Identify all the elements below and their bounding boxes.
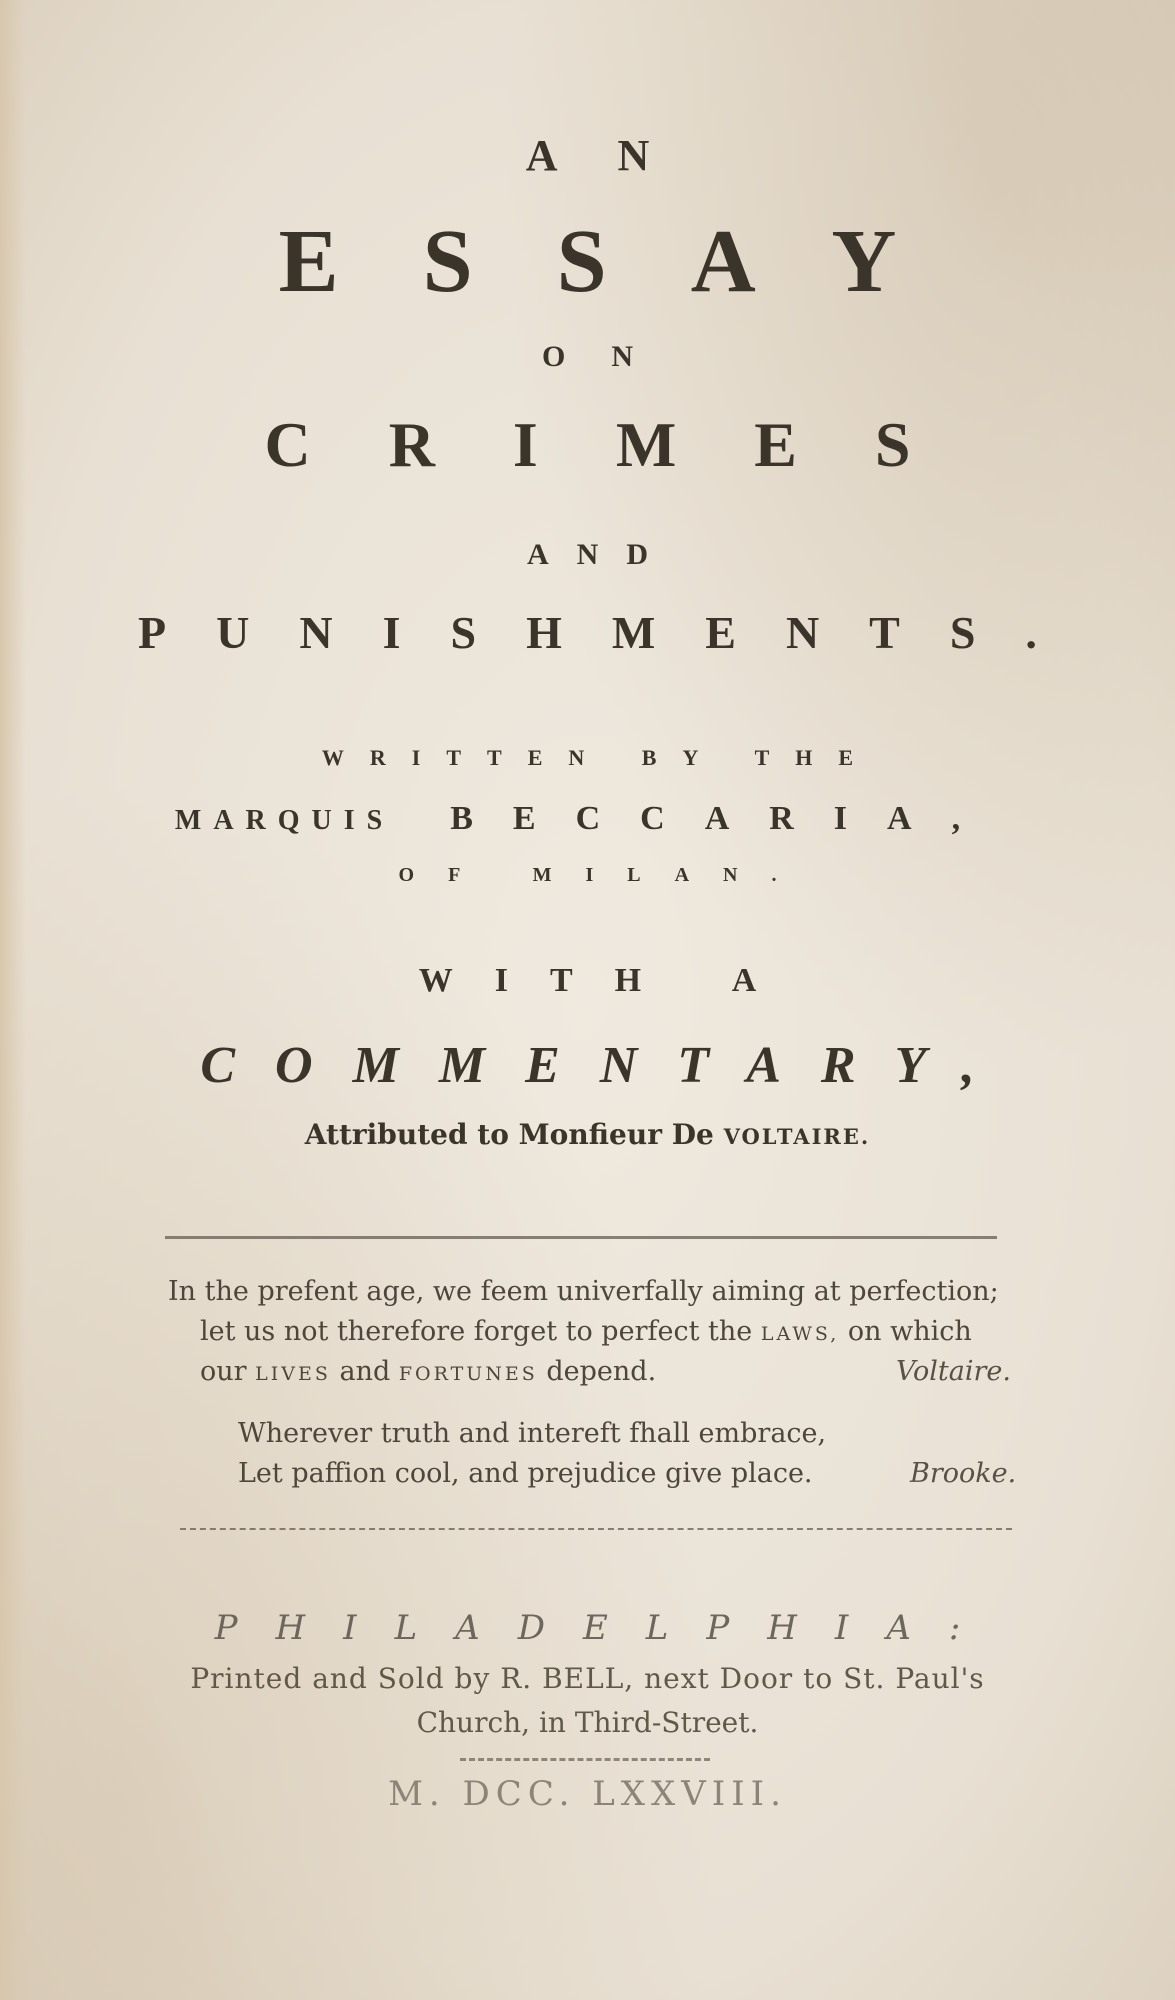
- title-crimes: CRIMES: [264, 409, 989, 480]
- title-and: AND: [527, 538, 676, 571]
- commentary-line: COMMENTARY,: [200, 1037, 1015, 1094]
- attributed-line: [0, 1118, 1175, 1151]
- imprint-date: M. DCC. LXXVIII.: [388, 1774, 787, 1814]
- author-line: [0, 800, 1175, 838]
- written-by-line: WRITTEN BY THE: [321, 745, 880, 770]
- epigraph-text: let us not therefore forget to perfect the: [200, 1316, 753, 1347]
- with-a-line: WITH A: [418, 962, 799, 999]
- epigraph-voltaire-line3: [200, 1356, 656, 1387]
- epigraph-brooke-line1: Wherever truth and intereft fhall embrace,: [238, 1418, 827, 1449]
- epigraph-brooke-line2: Let paffion cool, and prejudice give place.: [238, 1458, 813, 1489]
- epigraph-fortunes: FORTUNES: [398, 1363, 538, 1385]
- of-milan-line: OF MILAN.: [398, 864, 811, 886]
- rule-top: [165, 1236, 997, 1239]
- rule-imprint: [460, 1758, 710, 1761]
- author-name: BECCARIA,: [450, 800, 1001, 837]
- imprint-place: PHILADELPHIA:: [214, 1608, 999, 1648]
- imprint-printer-line2: Church, in Third-Street.: [416, 1706, 759, 1739]
- epigraph-voltaire-author: Voltaire.: [896, 1356, 1011, 1387]
- epigraph-text: our: [200, 1356, 247, 1387]
- attributed-name: VOLTAIRE.: [723, 1124, 871, 1149]
- title-essay: ESSAY: [278, 212, 981, 311]
- epigraph-text: and: [339, 1356, 391, 1387]
- epigraph-voltaire-line2: [200, 1316, 972, 1347]
- title-an: AN: [525, 131, 710, 180]
- epigraph-laws: LAWS,: [760, 1323, 840, 1345]
- epigraph-text: depend.: [546, 1356, 657, 1387]
- epigraph-lives: LIVES: [255, 1363, 331, 1385]
- imprint-printer-line1: Printed and Sold by R. BELL, next Door to St. Paul's: [190, 1662, 985, 1695]
- attributed-prefix: Attributed to Monfieur De: [304, 1118, 714, 1151]
- title-punishments: PUNISHMENTS.: [138, 607, 1087, 658]
- rule-bottom: [180, 1528, 1012, 1530]
- epigraph-voltaire-line1: In the prefent age, we feem univerfally aiming at perfection;: [168, 1276, 999, 1307]
- epigraph-text: on which: [847, 1316, 972, 1347]
- title-on: ON: [542, 340, 679, 373]
- epigraph-brooke-author: Brooke.: [910, 1458, 1017, 1489]
- author-title: MARQUIS: [174, 805, 395, 836]
